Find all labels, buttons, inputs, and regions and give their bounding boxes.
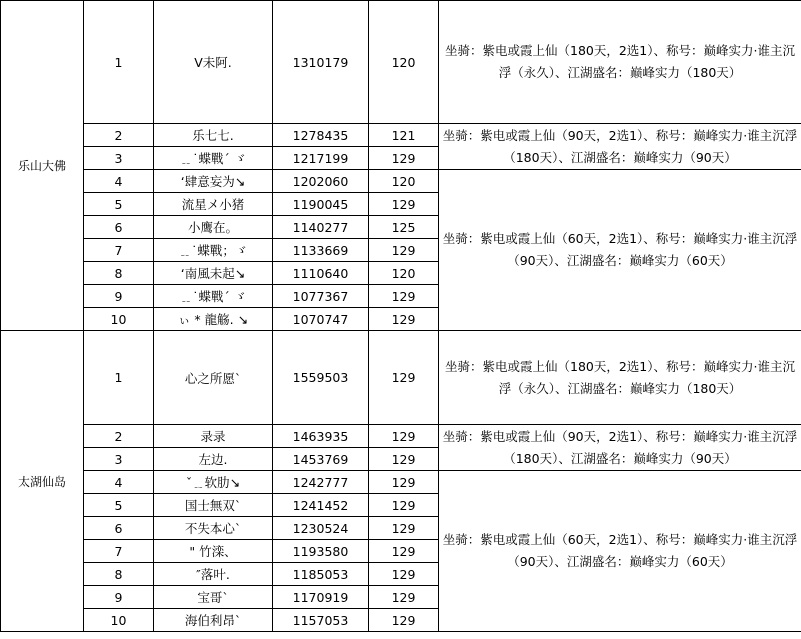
player-name-cell: " 竹滦、: [154, 540, 273, 563]
rank-cell: 9: [84, 285, 154, 308]
player-name-cell: 国士無双`: [154, 494, 273, 517]
score-cell: 1110640: [273, 262, 369, 285]
level-cell: 120: [369, 170, 439, 193]
score-cell: 1310179: [273, 1, 369, 124]
reward-cell: 坐骑：紫电或霞上仙（90天，2选1）、称号：巅峰实力·谁主沉浮（180天）、江湖盛名：巅峰实力（90天）: [439, 124, 801, 170]
score-cell: 1453769: [273, 448, 369, 471]
score-cell: 1463935: [273, 425, 369, 448]
level-cell: 121: [369, 124, 439, 147]
level-cell: 129: [369, 471, 439, 494]
player-name-cell: ‘南風未起↘: [154, 262, 273, 285]
level-cell: 129: [369, 239, 439, 262]
score-cell: 1170919: [273, 586, 369, 609]
score-cell: 1202060: [273, 170, 369, 193]
reward-cell: 坐骑：紫电或霞上仙（180天，2选1）、称号：巅峰实力·谁主沉浮（永久）、江湖盛名：巅峰实力（180天）: [439, 331, 801, 425]
player-name-cell: ″落叶.: [154, 563, 273, 586]
player-name-cell: ﹎˙蝶戰；ゞ: [154, 239, 273, 262]
player-name-cell: 左边.: [154, 448, 273, 471]
rank-cell: 9: [84, 586, 154, 609]
rank-cell: 8: [84, 262, 154, 285]
rank-cell: 1: [84, 1, 154, 124]
player-name-cell: 小鹰在。: [154, 216, 273, 239]
level-cell: 129: [369, 586, 439, 609]
reward-cell: 坐骑：紫电或霞上仙（180天，2选1）、称号：巅峰实力·谁主沉浮（永久）、江湖盛名：巅峰实力（180天）: [439, 1, 801, 124]
rank-cell: 10: [84, 308, 154, 331]
rank-cell: 6: [84, 216, 154, 239]
rank-cell: 7: [84, 540, 154, 563]
score-cell: 1077367: [273, 285, 369, 308]
score-cell: 1217199: [273, 147, 369, 170]
score-cell: 1070747: [273, 308, 369, 331]
score-cell: 1559503: [273, 331, 369, 425]
score-cell: 1193580: [273, 540, 369, 563]
rank-cell: 4: [84, 471, 154, 494]
score-cell: 1133669: [273, 239, 369, 262]
player-name-cell: ﹎˙蝶戰ˊ ゞ: [154, 285, 273, 308]
level-cell: 129: [369, 540, 439, 563]
player-name-cell: ˇ﹎软肋↘: [154, 471, 273, 494]
score-cell: 1157053: [273, 609, 369, 632]
level-cell: 129: [369, 193, 439, 216]
level-cell: 129: [369, 425, 439, 448]
score-cell: 1242777: [273, 471, 369, 494]
table-row: [1, 331, 801, 425]
player-name-cell: 宝哥`: [154, 586, 273, 609]
rank-cell: 2: [84, 425, 154, 448]
level-cell: 129: [369, 308, 439, 331]
table-row: [1, 124, 801, 147]
rank-cell: 5: [84, 494, 154, 517]
server-name-cell: 太湖仙岛: [1, 331, 84, 632]
level-cell: 129: [369, 448, 439, 471]
level-cell: 125: [369, 216, 439, 239]
reward-cell: 坐骑：紫电或霞上仙（90天，2选1）、称号：巅峰实力·谁主沉浮（180天）、江湖盛名：巅峰实力（90天）: [439, 425, 801, 471]
server-name-cell: 乐山大佛: [1, 1, 84, 331]
rank-cell: 8: [84, 563, 154, 586]
level-cell: 129: [369, 517, 439, 540]
rank-cell: 10: [84, 609, 154, 632]
player-name-cell: V未阿.: [154, 1, 273, 124]
table-row: [1, 1, 801, 124]
rank-cell: 6: [84, 517, 154, 540]
rank-cell: 3: [84, 147, 154, 170]
player-name-cell: 录录: [154, 425, 273, 448]
player-name-cell: ‘肆意妄为↘: [154, 170, 273, 193]
rank-cell: 4: [84, 170, 154, 193]
rank-cell: 2: [84, 124, 154, 147]
table-row: [1, 170, 801, 193]
rank-cell: 5: [84, 193, 154, 216]
rank-cell: 3: [84, 448, 154, 471]
rank-cell: 7: [84, 239, 154, 262]
level-cell: 129: [369, 494, 439, 517]
level-cell: 129: [369, 285, 439, 308]
score-cell: 1230524: [273, 517, 369, 540]
player-name-cell: 不失本心`: [154, 517, 273, 540]
table-row: [1, 425, 801, 448]
player-name-cell: 海伯利昂`: [154, 609, 273, 632]
level-cell: 129: [369, 147, 439, 170]
level-cell: 120: [369, 262, 439, 285]
score-cell: 1140277: [273, 216, 369, 239]
score-cell: 1190045: [273, 193, 369, 216]
level-cell: 129: [369, 563, 439, 586]
rank-cell: 1: [84, 331, 154, 425]
player-name-cell: ぃ * 龍觞. ↘: [154, 308, 273, 331]
level-cell: 129: [369, 609, 439, 632]
player-name-cell: ﹎˙蝶戰ˊ ゞ: [154, 147, 273, 170]
level-cell: 120: [369, 1, 439, 124]
player-name-cell: 流星メ小猪: [154, 193, 273, 216]
score-cell: 1185053: [273, 563, 369, 586]
score-cell: 1278435: [273, 124, 369, 147]
reward-cell: 坐骑：紫电或霞上仙（60天，2选1）、称号：巅峰实力·谁主沉浮（90天）、江湖盛名：巅峰实力（60天）: [439, 471, 801, 632]
table-row: [1, 471, 801, 494]
player-name-cell: 乐七七.: [154, 124, 273, 147]
score-cell: 1241452: [273, 494, 369, 517]
reward-cell: 坐骑：紫电或霞上仙（60天，2选1）、称号：巅峰实力·谁主沉浮（90天）、江湖盛名：巅峰实力（60天）: [439, 170, 801, 331]
level-cell: 129: [369, 331, 439, 425]
player-name-cell: 心之所愿`: [154, 331, 273, 425]
